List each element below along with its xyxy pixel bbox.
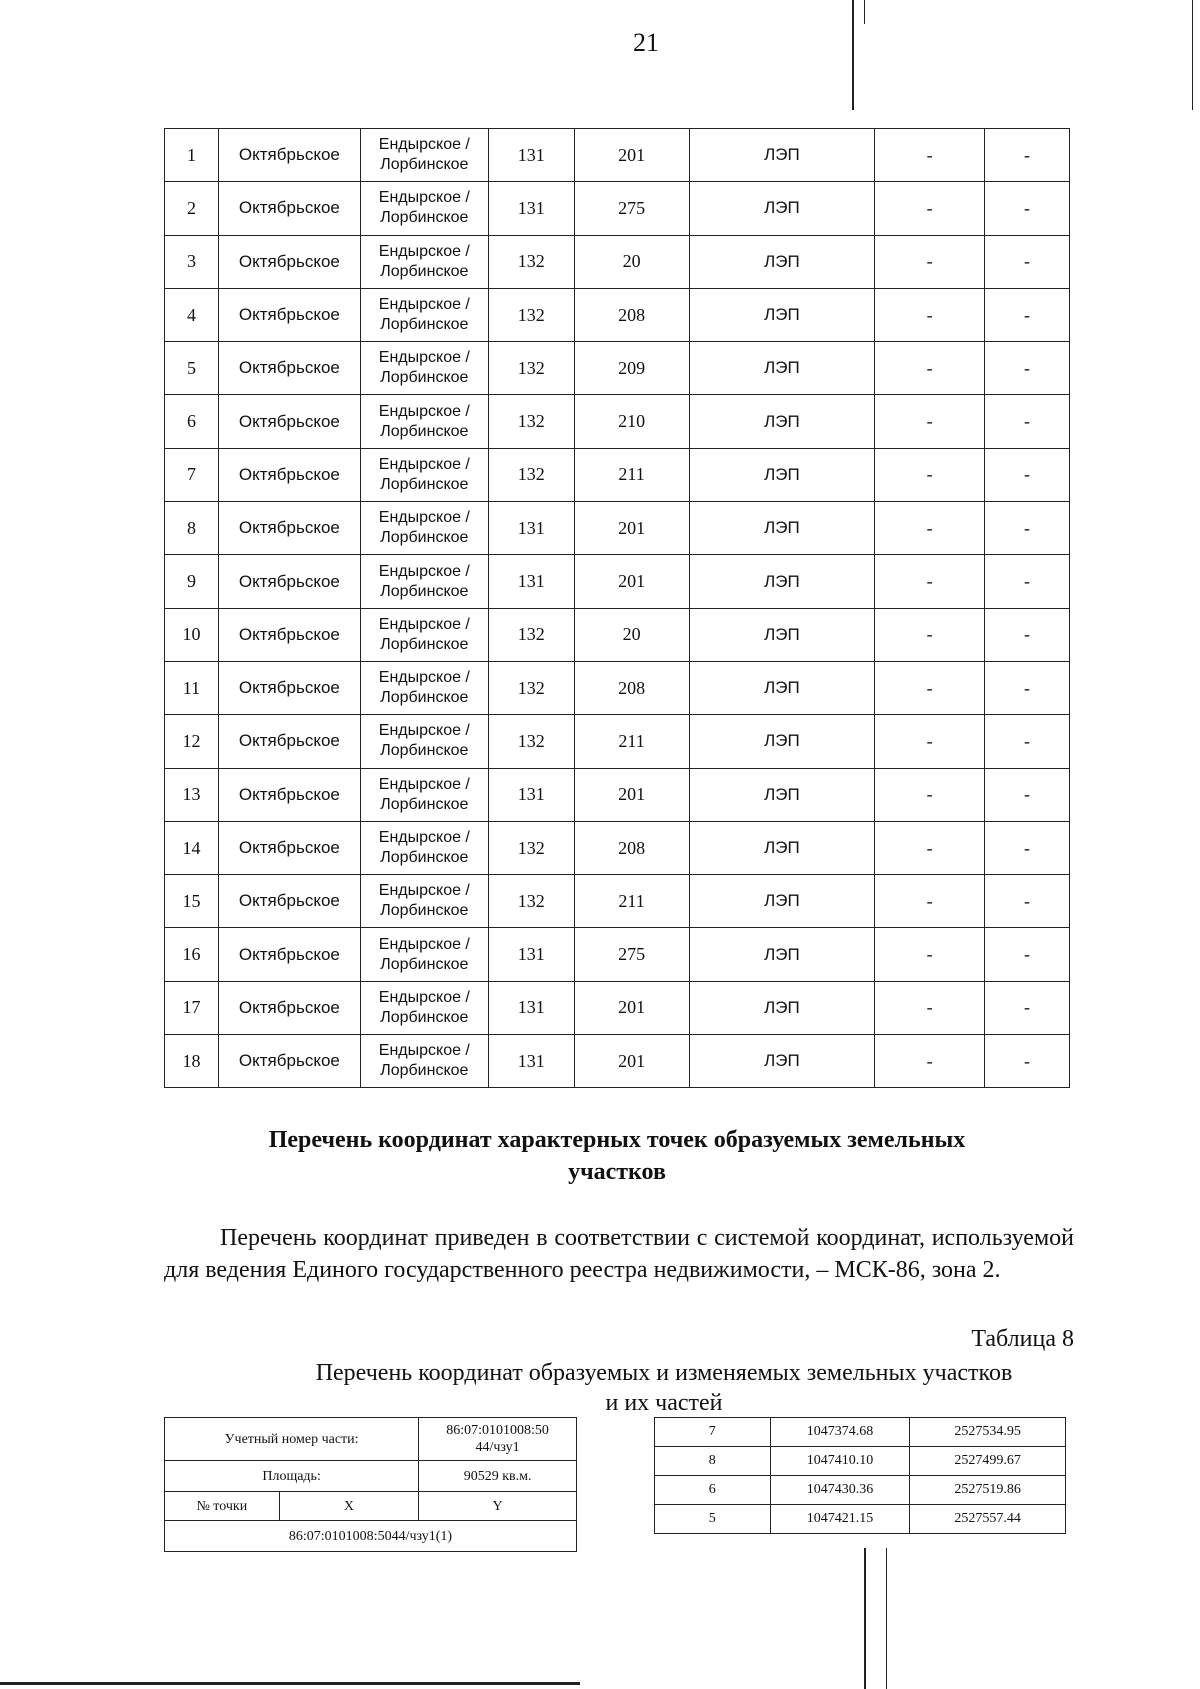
municipality-cell: Октябрьское [218, 1035, 360, 1088]
account-row [165, 1418, 577, 1461]
row-number: 14 [165, 821, 219, 874]
column8-cell: - [985, 395, 1070, 448]
plot-cell: 20 [574, 608, 689, 661]
column7-cell: - [875, 288, 985, 341]
quarter-cell: 131 [488, 768, 574, 821]
subject-cell [360, 608, 488, 661]
account-label: Учетный номер части: [165, 1418, 419, 1461]
table-row [165, 715, 1070, 768]
subject-cell [360, 661, 488, 714]
y-coordinate: 2527534.95 [910, 1418, 1066, 1447]
plot-cell: 275 [574, 928, 689, 981]
column7-cell: - [875, 875, 985, 928]
table-row [165, 235, 1070, 288]
row-number: 6 [165, 395, 219, 448]
type-cell: ЛЭП [689, 395, 875, 448]
column7-cell: - [875, 129, 985, 182]
row-number: 1 [165, 129, 219, 182]
column7-cell: - [875, 1035, 985, 1088]
municipality-cell: Октябрьское [218, 395, 360, 448]
table-row [165, 182, 1070, 235]
subject-line2: Лорбинское [380, 582, 469, 600]
quarter-cell: 132 [488, 821, 574, 874]
plot-cell: 208 [574, 661, 689, 714]
subject-line2: Лорбинское [380, 316, 469, 334]
subject-cell [360, 768, 488, 821]
x-coordinate: 1047374.68 [770, 1418, 910, 1447]
subject-cell [360, 448, 488, 501]
subject-line1: Ендырское / [378, 509, 470, 527]
col-header-y: Y [419, 1492, 577, 1521]
part-id-row [165, 1521, 577, 1552]
subject-line1: Ендырское / [378, 615, 470, 633]
subject-line2: Лорбинское [380, 1062, 469, 1080]
type-cell: ЛЭП [689, 288, 875, 341]
plot-cell: 209 [574, 342, 689, 395]
quarter-cell: 131 [488, 182, 574, 235]
quarter-cell: 132 [488, 448, 574, 501]
row-number: 5 [165, 342, 219, 395]
x-coordinate: 1047410.10 [770, 1447, 910, 1476]
subject-line1: Ендырское / [378, 402, 470, 420]
subject-cell [360, 715, 488, 768]
area-label: Площадь: [165, 1461, 419, 1492]
y-coordinate: 2527499.67 [910, 1447, 1066, 1476]
column7-cell: - [875, 715, 985, 768]
municipality-cell: Октябрьское [218, 182, 360, 235]
point-number: 7 [655, 1418, 771, 1447]
column7-cell: - [875, 395, 985, 448]
municipality-cell: Октябрьское [218, 768, 360, 821]
table-row [165, 395, 1070, 448]
column7-cell: - [875, 661, 985, 714]
subject-line2: Лорбинское [380, 1008, 469, 1026]
section-heading-line2: участков [568, 1159, 666, 1185]
plot-cell: 208 [574, 821, 689, 874]
plot-cell: 201 [574, 555, 689, 608]
table-caption-line1: Перечень координат образуемых и изменяемых земельных участков [315, 1360, 1013, 1386]
subject-line2: Лорбинское [380, 422, 469, 440]
quarter-cell: 131 [488, 981, 574, 1034]
municipality-cell: Октябрьское [218, 661, 360, 714]
type-cell: ЛЭП [689, 182, 875, 235]
subject-line2: Лорбинское [380, 156, 469, 174]
column8-cell: - [985, 715, 1070, 768]
subject-line2: Лорбинское [380, 742, 469, 760]
account-value [419, 1418, 577, 1461]
quarter-cell: 132 [488, 235, 574, 288]
subject-cell [360, 395, 488, 448]
row-number: 16 [165, 928, 219, 981]
column8-cell: - [985, 182, 1070, 235]
type-cell: ЛЭП [689, 235, 875, 288]
column7-cell: - [875, 555, 985, 608]
column8-cell: - [985, 502, 1070, 555]
row-number: 9 [165, 555, 219, 608]
subject-line1: Ендырское / [378, 935, 470, 953]
coords-header-row [165, 1492, 577, 1521]
column7-cell: - [875, 342, 985, 395]
type-cell: ЛЭП [689, 448, 875, 501]
point-number: 8 [655, 1447, 771, 1476]
scan-artifact-line [864, 0, 865, 24]
coord-row [655, 1476, 1066, 1505]
type-cell: ЛЭП [689, 875, 875, 928]
column8-cell: - [985, 981, 1070, 1034]
subject-cell [360, 821, 488, 874]
table-row [165, 129, 1070, 182]
row-number: 12 [165, 715, 219, 768]
plot-cell: 20 [574, 235, 689, 288]
type-cell: ЛЭП [689, 768, 875, 821]
row-number: 18 [165, 1035, 219, 1088]
municipality-cell: Октябрьское [218, 875, 360, 928]
subject-line2: Лорбинское [380, 262, 469, 280]
subject-line2: Лорбинское [380, 529, 469, 547]
coordinate-system-paragraph [164, 1222, 1074, 1286]
coord-row [655, 1447, 1066, 1476]
municipality-cell: Октябрьское [218, 715, 360, 768]
x-coordinate: 1047421.15 [770, 1505, 910, 1534]
plot-cell: 211 [574, 715, 689, 768]
plot-cell: 201 [574, 129, 689, 182]
row-number: 10 [165, 608, 219, 661]
scan-artifact-line [0, 1682, 580, 1685]
municipality-cell: Октябрьское [218, 555, 360, 608]
subject-cell [360, 235, 488, 288]
table-row [165, 768, 1070, 821]
type-cell: ЛЭП [689, 129, 875, 182]
land-plots-table-body [165, 129, 1070, 1088]
row-number: 13 [165, 768, 219, 821]
subject-line2: Лорбинское [380, 795, 469, 813]
row-number: 3 [165, 235, 219, 288]
column7-cell: - [875, 768, 985, 821]
column7-cell: - [875, 821, 985, 874]
part-info-table [164, 1417, 577, 1552]
row-number: 8 [165, 502, 219, 555]
section-heading [164, 1124, 1070, 1188]
column7-cell: - [875, 928, 985, 981]
subject-cell [360, 342, 488, 395]
col-header-point: № точки [165, 1492, 280, 1521]
column8-cell: - [985, 928, 1070, 981]
scan-artifact-line [864, 1548, 866, 1689]
quarter-cell: 132 [488, 661, 574, 714]
subject-line1: Ендырское / [378, 882, 470, 900]
municipality-cell: Октябрьское [218, 608, 360, 661]
area-value: 90529 кв.м. [419, 1461, 577, 1492]
table-row [165, 448, 1070, 501]
page-number: 21 [633, 28, 659, 57]
type-cell: ЛЭП [689, 928, 875, 981]
subject-line1: Ендырское / [378, 775, 470, 793]
column7-cell: - [875, 448, 985, 501]
column8-cell: - [985, 288, 1070, 341]
subject-cell [360, 875, 488, 928]
x-coordinate: 1047430.36 [770, 1476, 910, 1505]
table-row [165, 342, 1070, 395]
quarter-cell: 131 [488, 928, 574, 981]
plot-cell: 201 [574, 768, 689, 821]
coordinates-table-body [655, 1418, 1066, 1534]
plot-cell: 201 [574, 1035, 689, 1088]
quarter-cell: 132 [488, 608, 574, 661]
table-caption-line2: и их частей [605, 1390, 723, 1416]
subject-line2: Лорбинское [380, 955, 469, 973]
table-row [165, 555, 1070, 608]
municipality-cell: Октябрьское [218, 502, 360, 555]
coord-row [655, 1418, 1066, 1447]
row-number: 4 [165, 288, 219, 341]
subject-cell [360, 981, 488, 1034]
column8-cell: - [985, 342, 1070, 395]
quarter-cell: 131 [488, 555, 574, 608]
subject-line2: Лорбинское [380, 902, 469, 920]
point-number: 6 [655, 1476, 771, 1505]
subject-line1: Ендырское / [378, 242, 470, 260]
subject-line1: Ендырское / [378, 296, 470, 314]
row-number: 2 [165, 182, 219, 235]
type-cell: ЛЭП [689, 1035, 875, 1088]
municipality-cell: Октябрьское [218, 129, 360, 182]
subject-line1: Ендырское / [378, 189, 470, 207]
column8-cell: - [985, 821, 1070, 874]
subject-line2: Лорбинское [380, 209, 469, 227]
part-id: 86:07:0101008:5044/чзу1(1) [165, 1521, 577, 1552]
scan-artifact-line [852, 0, 854, 110]
scan-artifact-line [886, 1548, 887, 1689]
row-number: 17 [165, 981, 219, 1034]
land-plots-table [164, 128, 1070, 1088]
table-row [165, 875, 1070, 928]
quarter-cell: 132 [488, 288, 574, 341]
account-value-line1: 86:07:0101008:50 [446, 1423, 549, 1438]
quarter-cell: 132 [488, 342, 574, 395]
type-cell: ЛЭП [689, 715, 875, 768]
column7-cell: - [875, 608, 985, 661]
area-row [165, 1461, 577, 1492]
row-number: 11 [165, 661, 219, 714]
subject-cell [360, 502, 488, 555]
quarter-cell: 132 [488, 875, 574, 928]
account-value-line2: 44/чзу1 [475, 1440, 520, 1455]
subject-line1: Ендырское / [378, 562, 470, 580]
quarter-cell: 131 [488, 129, 574, 182]
subject-cell [360, 928, 488, 981]
table-row [165, 928, 1070, 981]
subject-line2: Лорбинское [380, 475, 469, 493]
table-row [165, 661, 1070, 714]
quarter-cell: 131 [488, 502, 574, 555]
subject-cell [360, 129, 488, 182]
municipality-cell: Октябрьское [218, 448, 360, 501]
subject-line1: Ендырское / [378, 722, 470, 740]
subject-cell [360, 1035, 488, 1088]
plot-cell: 211 [574, 448, 689, 501]
col-header-x: X [279, 1492, 419, 1521]
coord-row [655, 1505, 1066, 1534]
row-number: 7 [165, 448, 219, 501]
subject-line2: Лорбинское [380, 635, 469, 653]
column7-cell: - [875, 235, 985, 288]
column8-cell: - [985, 661, 1070, 714]
plot-cell: 201 [574, 981, 689, 1034]
subject-line1: Ендырское / [378, 988, 470, 1006]
subject-cell [360, 182, 488, 235]
type-cell: ЛЭП [689, 821, 875, 874]
coordinates-table [654, 1417, 1066, 1534]
section-heading-line1: Перечень координат характерных точек образуемых земельных [268, 1127, 966, 1153]
subject-line2: Лорбинское [380, 689, 469, 707]
subject-line1: Ендырское / [378, 455, 470, 473]
point-number: 5 [655, 1505, 771, 1534]
type-cell: ЛЭП [689, 555, 875, 608]
scan-artifact-line [1192, 0, 1193, 110]
subject-line1: Ендырское / [378, 136, 470, 154]
subject-line1: Ендырское / [378, 349, 470, 367]
row-number: 15 [165, 875, 219, 928]
plot-cell: 275 [574, 182, 689, 235]
municipality-cell: Октябрьское [218, 288, 360, 341]
subject-line1: Ендырское / [378, 829, 470, 846]
type-cell: ЛЭП [689, 661, 875, 714]
type-cell: ЛЭП [689, 342, 875, 395]
column8-cell: - [985, 448, 1070, 501]
column8-cell: - [985, 608, 1070, 661]
table-row [165, 1035, 1070, 1088]
quarter-cell: 132 [488, 395, 574, 448]
type-cell: ЛЭП [689, 502, 875, 555]
municipality-cell: Октябрьское [218, 928, 360, 981]
column7-cell: - [875, 981, 985, 1034]
y-coordinate: 2527519.86 [910, 1476, 1066, 1505]
paragraph-text: Перечень координат приведен в соответствии с системой координат, используемой для ведения Единого государственного реестра недвижимости, – МСК-86, зона 2. [164, 1225, 1074, 1283]
subject-cell [360, 555, 488, 608]
column8-cell: - [985, 768, 1070, 821]
municipality-cell: Октябрьское [218, 342, 360, 395]
quarter-cell: 131 [488, 1035, 574, 1088]
type-cell: ЛЭП [689, 981, 875, 1034]
column8-cell: - [985, 129, 1070, 182]
municipality-cell: Октябрьское [218, 981, 360, 1034]
type-cell: ЛЭП [689, 608, 875, 661]
table-row [165, 608, 1070, 661]
table-row [165, 502, 1070, 555]
plot-cell: 201 [574, 502, 689, 555]
subject-line1: Ендырское / [378, 1042, 470, 1060]
plot-cell: 211 [574, 875, 689, 928]
column8-cell: - [985, 875, 1070, 928]
subject-line1: Ендырское / [378, 669, 470, 687]
subject-line2: Лорбинское [380, 369, 469, 387]
plot-cell: 210 [574, 395, 689, 448]
quarter-cell: 132 [488, 715, 574, 768]
municipality-cell: Октябрьское [218, 235, 360, 288]
table-label: Таблица 8 [971, 1326, 1074, 1352]
column7-cell: - [875, 182, 985, 235]
column8-cell: - [985, 235, 1070, 288]
plot-cell: 208 [574, 288, 689, 341]
subject-cell [360, 288, 488, 341]
column7-cell: - [875, 502, 985, 555]
table-row [165, 288, 1070, 341]
table-row [165, 981, 1070, 1034]
column8-cell: - [985, 1035, 1070, 1088]
y-coordinate: 2527557.44 [910, 1505, 1066, 1534]
subject-line2: Лорбинское [380, 849, 469, 866]
column8-cell: - [985, 555, 1070, 608]
municipality-cell: Октябрьское [218, 821, 360, 874]
table-caption [164, 1358, 1164, 1418]
table-row [165, 821, 1070, 874]
